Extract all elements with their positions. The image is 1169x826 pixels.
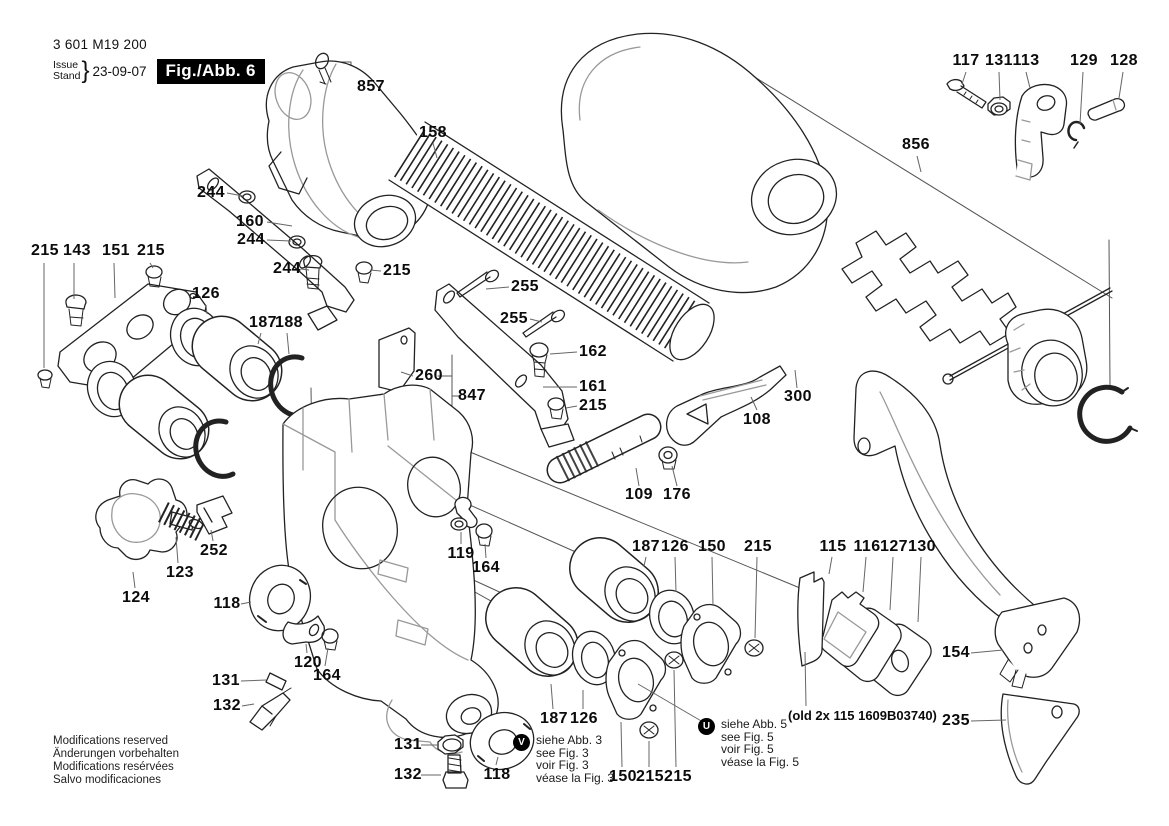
issue-date: 23-09-07 <box>92 63 147 79</box>
leader-126 <box>206 305 207 314</box>
leader-129 <box>1080 72 1083 124</box>
leader-126 <box>675 557 676 592</box>
part-label-187: 187 <box>540 710 568 727</box>
leader-187 <box>644 557 646 566</box>
leader-215 <box>370 270 381 271</box>
leader-215 <box>755 557 757 638</box>
leader-124 <box>133 572 135 588</box>
part-label-132: 132 <box>213 697 241 714</box>
part-label-150: 150 <box>609 768 637 785</box>
leader-255 <box>530 319 542 322</box>
leader-115 <box>829 557 832 574</box>
leader-158 <box>433 143 437 158</box>
part-label-115: 115 <box>819 538 847 555</box>
part-label-235: 235 <box>942 712 970 729</box>
leader-244 <box>267 240 291 241</box>
part-label-260: 260 <box>415 367 443 384</box>
part-label-109: 109 <box>625 486 653 503</box>
part-label-255: 255 <box>511 278 539 295</box>
leader-235 <box>971 720 1006 721</box>
leader-244 <box>301 269 309 270</box>
leader-150 <box>621 722 622 767</box>
part-label-164: 164 <box>472 559 500 576</box>
part-label-129: 129 <box>1070 52 1098 69</box>
leader-123 <box>176 537 178 563</box>
leader-215 <box>150 263 153 268</box>
leader-215 <box>566 406 577 408</box>
part-label-215: 215 <box>579 397 607 414</box>
leader-176 <box>672 466 677 486</box>
part-label-123: 123 <box>166 564 194 581</box>
part-label-132: 132 <box>394 766 422 783</box>
part-label-215: 215 <box>383 262 411 279</box>
part-label-215: 215 <box>636 768 664 785</box>
leader-255 <box>486 287 509 289</box>
leader-300 <box>795 370 797 388</box>
part-label-857: 857 <box>357 78 385 95</box>
part-label-187: 187 <box>632 538 660 555</box>
leader-252 <box>211 530 213 541</box>
leader-160 <box>267 222 292 226</box>
part-label-130: 130 <box>908 538 936 555</box>
part-label-847: 847 <box>458 387 486 404</box>
leader-154 <box>971 650 1003 653</box>
leader-131 <box>999 72 1000 100</box>
part-label-244: 244 <box>197 184 225 201</box>
part-label-164: 164 <box>313 667 341 684</box>
part-label-113: 113 <box>1012 52 1040 69</box>
leader-187 <box>551 684 553 709</box>
part-label-176: 176 <box>663 486 691 503</box>
part-label-162: 162 <box>579 343 607 360</box>
note-see-fig-3-text: siehe Abb. 3 see Fig. 3 voir Fig. 3 véase la Fig. 3 <box>536 733 615 785</box>
leader-118 <box>241 602 251 604</box>
part-label-108: 108 <box>743 411 771 428</box>
leader-131 <box>241 680 266 681</box>
part-label-131: 131 <box>985 52 1013 69</box>
part-label-128: 128 <box>1110 52 1138 69</box>
part-label-131: 131 <box>212 672 240 689</box>
leader-164 <box>485 544 486 558</box>
leader-109 <box>636 468 639 486</box>
part-label-856: 856 <box>902 136 930 153</box>
leader-128 <box>1119 72 1123 98</box>
leader-130 <box>918 557 921 622</box>
leader-118 <box>496 757 498 765</box>
leader-187 <box>258 333 261 344</box>
leader-150 <box>712 557 713 606</box>
leader-188 <box>287 333 289 354</box>
part-label-215: 215 <box>31 242 59 259</box>
note-see-fig-3 <box>513 734 614 784</box>
part-label-120: 120 <box>294 654 322 671</box>
part-label-255: 255 <box>500 310 528 327</box>
part-label-126: 126 <box>570 710 598 727</box>
part-label-118: 118 <box>213 595 241 612</box>
part-label-143: 143 <box>63 242 91 259</box>
leader-116 <box>863 557 866 592</box>
part-label-151: 151 <box>102 242 130 259</box>
leader-120 <box>306 644 307 653</box>
part-label-117: 117 <box>952 52 980 69</box>
part-label-131: 131 <box>394 736 422 753</box>
old-part-note: (old 2x 115 1609B03740) <box>788 708 937 723</box>
part-label-154: 154 <box>942 644 970 661</box>
leader-113 <box>1026 72 1030 88</box>
part-label-118: 118 <box>483 766 511 783</box>
leader-note-fig5 <box>638 684 703 722</box>
leader-260 <box>401 372 413 376</box>
part-label-119: 119 <box>447 545 475 562</box>
figure-number-badge: Fig./Abb. 6 <box>157 59 265 84</box>
part-label-126: 126 <box>661 538 689 555</box>
part-label-244: 244 <box>237 231 265 248</box>
leader-127 <box>890 557 893 610</box>
title-block <box>53 37 265 85</box>
part-label-244: 244 <box>273 260 301 277</box>
part-label-124: 124 <box>122 589 150 606</box>
leader-old-part <box>805 652 806 706</box>
leader-151 <box>114 263 115 298</box>
part-label-127: 127 <box>880 538 908 555</box>
part-label-187: 187 <box>249 314 277 331</box>
brace-glyph: } <box>81 57 90 84</box>
part-label-126: 126 <box>192 285 220 302</box>
part-label-158: 158 <box>419 124 447 141</box>
modifications-note: Modifications reserved Änderungen vorbehalten Modifications resérvées Salvo modificaciones <box>53 735 179 786</box>
leader-164 <box>325 648 328 666</box>
v-badge-icon: V <box>513 734 530 751</box>
note-see-fig-5 <box>698 718 799 768</box>
leader-132 <box>242 704 254 706</box>
part-label-150: 150 <box>698 538 726 555</box>
part-label-252: 252 <box>200 542 228 559</box>
type-number: 3 601 M19 200 <box>53 37 147 52</box>
part-label-215: 215 <box>664 768 692 785</box>
leader-162 <box>550 352 577 354</box>
part-label-160: 160 <box>236 213 264 230</box>
part-label-215: 215 <box>744 538 772 555</box>
leader-244 <box>227 193 243 196</box>
part-label-215: 215 <box>137 242 165 259</box>
leader-117 <box>962 72 966 84</box>
leader-108 <box>751 397 757 410</box>
part-label-116: 116 <box>853 538 881 555</box>
part-label-188: 188 <box>275 314 303 331</box>
u-badge-icon: U <box>698 718 715 735</box>
issue-stand-label: Issue Stand <box>53 59 81 82</box>
part-label-161: 161 <box>579 378 607 395</box>
leader-215 <box>674 670 676 767</box>
part-label-300: 300 <box>784 388 812 405</box>
leader-856 <box>917 156 921 172</box>
note-see-fig-5-text: siehe Abb. 5 see Fig. 5 voir Fig. 5 véase la Fig. 5 <box>721 717 800 769</box>
